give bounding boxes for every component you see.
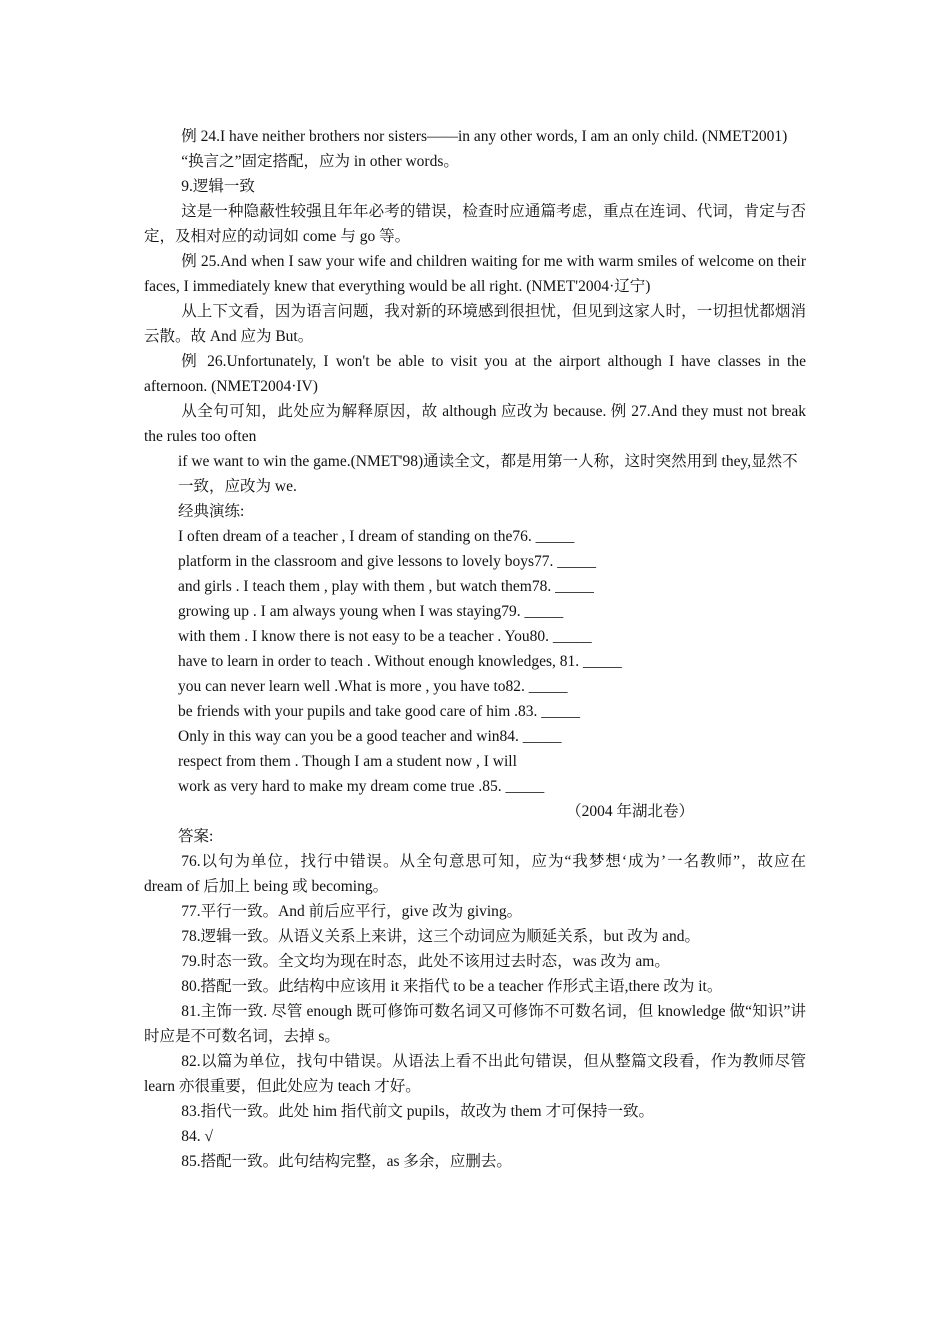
answer-item: 85.搭配一致。此句结构完整，as 多余，应删去。 [181, 1153, 512, 1170]
section-heading-9: 9.逻辑一致 [181, 178, 255, 195]
exercise-line: Only in this way can you be a good teacher and win84. _____ [178, 728, 562, 745]
answer-item: 76.以句为单位，找行中错误。从全句意思可知，应为“我梦想‘成为’一名教师”，故应在 dream of 后加上 being 或 becoming。 [144, 853, 806, 895]
example-25: 例 25.And when I saw your wife and children waiting for me with warm smiles of welcome on their faces, I immediately knew that everything would be all right. (NMET'2004·辽宁) [144, 253, 806, 295]
answers-list [144, 849, 806, 1174]
exercise-line: respect from them . Though I am a student now , I will [178, 753, 517, 770]
exercise-line: be friends with your pupils and take good care of him .83. _____ [178, 703, 581, 720]
exercise-line: growing up . I am always young when I was staying79. _____ [178, 603, 564, 620]
document-body [144, 124, 806, 1174]
answer-item: 83.指代一致。此处 him 指代前文 pupils，故改为 them 才可保持一致。 [181, 1103, 654, 1120]
answer-item: 81.主饰一致. 尽管 enough 既可修饰可数名词又可修饰不可数名词，但 knowledge 做“知识”讲时应是不可数名词，去掉 s。 [144, 1003, 806, 1045]
answer-item: 78.逻辑一致。从语义关系上来讲，这三个动词应为顺延关系，but 改为 and。 [181, 928, 701, 945]
answer-item: 82.以篇为单位，找句中错误。从语法上看不出此句错误，但从整篇文段看，作为教师尽管 learn 亦很重要，但此处应为 teach 才好。 [144, 1053, 806, 1095]
section-9-paragraph: 这是一种隐蔽性较强且年年必考的错误，检查时应通篇考虑，重点在连词、代词，肯定与否定，及相对应的动词如 come 与 go 等。 [144, 203, 806, 245]
exercise-line: you can never learn well .What is more , you have to82. _____ [178, 678, 568, 695]
answer-item: 77.平行一致。And 前后应平行，give 改为 giving。 [181, 903, 523, 920]
example-26: 例 26.Unfortunately, I won't be able to visit you at the airport although I have classes in the afternoon. (NMET2004·IV) [144, 353, 806, 395]
exercise-line: work as very hard to make my dream come true .85. _____ [178, 778, 545, 795]
example-27-explanation: if we want to win the game.(NMET'98)通读全文，都是用第一人称，这时突然用到 they,显然不一致，应改为 we. [178, 453, 798, 495]
exercise-line: platform in the classroom and give lessons to lovely boys77. _____ [178, 553, 597, 570]
exercise-heading: 经典演练: [178, 503, 245, 520]
exercise-line: have to learn in order to teach . Without enough knowledges, 81. _____ [178, 653, 622, 670]
example-24-explanation: “换言之”固定搭配，应为 in other words。 [181, 153, 459, 170]
exercise-passage [144, 524, 806, 799]
exercise-source: （2004 年湖北卷） [566, 803, 694, 820]
answer-item: 84. √ [181, 1128, 213, 1145]
exercise-line: I often dream of a teacher , I dream of standing on the76. _____ [178, 528, 575, 545]
example-25-explanation: 从上下文看，因为语言问题，我对新的环境感到很担忧，但见到这家人时，一切担忧都烟消云散。故 And 应为 But。 [144, 303, 806, 345]
example-26-explanation: 从全句可知，此处应为解释原因，故 although 应改为 because. 例 27.And they must not break the rules too often [144, 403, 806, 445]
exercise-line: with them . I know there is not easy to be a teacher . You80. _____ [178, 628, 592, 645]
exercise-line: and girls . I teach them , play with them , but watch them78. _____ [178, 578, 594, 595]
answers-heading: 答案: [178, 828, 214, 845]
answer-item: 79.时态一致。全文均为现在时态，此处不该用过去时态，was 改为 am。 [181, 953, 670, 970]
example-24: 例 24.I have neither brothers nor sisters——in any other words, I am an only child. (NMET2001) [181, 128, 788, 145]
answer-item: 80.搭配一致。此结构中应该用 it 来指代 to be a teacher 作形式主语,there 改为 it。 [181, 978, 723, 995]
